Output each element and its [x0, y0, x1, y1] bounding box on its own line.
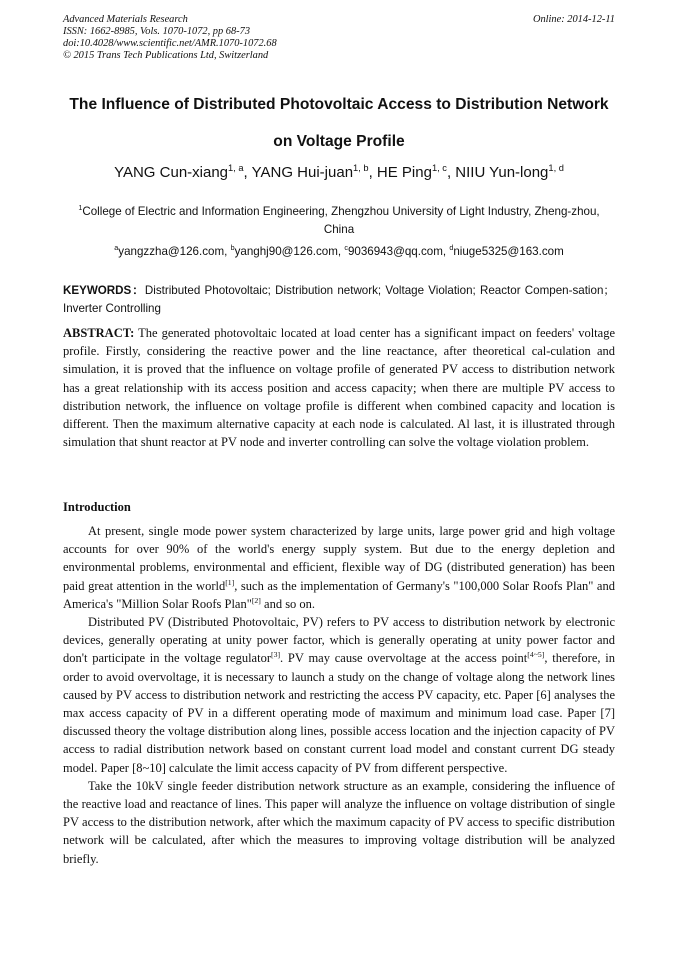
author-name: YANG Cun-xiang [114, 164, 229, 181]
author-name: YANG Hui-juan [251, 164, 354, 181]
paragraph-text: , such as the implementation of Germany's "100,000 Solar Roofs Plan" and America's "Million Solar Roofs Plan" [63, 578, 615, 611]
keywords-text: Distributed Photovoltaic; Distribution network; Voltage Violation; Reactor Compen-sation；Inverter Controlling [63, 284, 615, 315]
abstract-label: ABSTRACT: [63, 326, 135, 340]
abstract-text: The generated photovoltaic located at load center has a significant impact on feeders' voltage profile. Firstly, considering the reactive power and the line reactance, after theoretical cal-culation and simulation, it is proved that the influence on voltage profile of generated PV access to distribution network has a great relationship with its access position and access capacity; when there are multiple PV access to distribution network, the influence on voltage profile is different when combined capacity and location is different. Then the maximum alternative capacity at each node is calculated. Al last, it is illustrated through simulation that shunt reactor at PV node and inverter controlling can solve the voltage violation problem. [63, 326, 615, 450]
email-list [63, 244, 615, 260]
citation: [3] [270, 650, 281, 660]
email-mark: b [230, 243, 235, 253]
email-address[interactable]: 9036943@qq.com [347, 245, 443, 258]
citation: [2] [251, 595, 261, 605]
affiliation-mark: 1 [78, 203, 83, 213]
journal-name: Advanced Materials Research [63, 14, 188, 25]
author-affil-mark: 1, a [228, 163, 244, 173]
paragraph-text: . PV may cause overvoltage at the access point [280, 651, 528, 666]
paragraph-text: and so on. [260, 596, 316, 611]
email-separator: , [442, 245, 450, 258]
title-line-1: The Influence of Distributed Photovoltaic Access to Distribution Network [69, 96, 609, 113]
email-address[interactable]: niuge5325@163.com [453, 245, 564, 258]
paragraph-text: , therefore, in order to avoid overvoltage, it is necessary to launch a study on the change of voltage along the network lines caused by PV access to distribution network and restricting the access PV capacity, etc. Paper [6] analyses the max access capacity of PV in a different operating mode of maximum and minimum load case. Paper [7] discussed theory the voltage distribution along lines, possible access location and the injection capacity of PV access to radial distribution network based on constant current load model and constant current DG steady model. Paper [8~10] calculate the limit access capacity of PV from different perspective. [63, 651, 616, 775]
paragraph-text: Distributed PV (Distributed Photovoltaic, PV) refers to PV access to distribution network by electronic devices, generally operating at unity power factor, which is generally operating at unity power factor and don't participate in the voltage regulator [63, 615, 615, 666]
author-separator: , [368, 164, 377, 181]
author-affil-mark: 1, d [548, 163, 564, 173]
issn-line: ISSN: 1662-8985, Vols. 1070-1072, pp 68-73 [63, 26, 251, 37]
email-separator: , [224, 245, 231, 258]
title-line-2: on Voltage Profile [273, 133, 405, 150]
affiliation [63, 203, 615, 239]
author-separator: , [446, 164, 456, 181]
keywords-section [63, 282, 615, 317]
paper-title [63, 86, 615, 160]
author-affil-mark: 1, c [431, 163, 447, 173]
author-list [63, 163, 615, 183]
copyright-line: © 2015 Trans Tech Publications Ltd, Switzerland [63, 50, 269, 61]
section-heading-introduction: Introduction [63, 500, 131, 514]
online-date: Online: 2014-12-11 [532, 14, 615, 25]
affiliation-text: College of Electric and Information Engineering, Zhengzhou University of Light Industry, Zheng-zhou, China [82, 205, 600, 236]
email-mark: d [449, 243, 454, 253]
email-address[interactable]: yanghj90@126.com [234, 245, 338, 258]
citation: [1] [225, 577, 235, 587]
doi-line: doi:10.4028/www.scientific.net/AMR.1070-1072.68 [63, 38, 277, 49]
keywords-label: KEYWORDS： [63, 284, 145, 297]
abstract-section [63, 324, 615, 451]
email-address[interactable]: yangzzha@126.com [118, 245, 225, 258]
citation: [4~5] [527, 650, 545, 660]
paragraph: Take the 10kV single feeder distribution network structure as an example, considering the influence of the reactive load and reactance of lines. This paper will analyze the influence on voltage distribution of single PV access to the distribution network, after which the maximum capacity of PV access to specific distribution network will be calculated, after which the measures to improving voltage distribution will be analyzed briefly. [63, 778, 615, 866]
journal-header [63, 14, 615, 62]
paragraph [63, 522, 615, 613]
introduction-body [63, 522, 615, 868]
author-name: HE Ping [376, 164, 432, 181]
paragraph [63, 613, 615, 777]
email-mark: a [114, 243, 119, 253]
author-name: NIIU Yun-long [455, 164, 549, 181]
email-separator: , [337, 245, 345, 258]
email-mark: c [344, 243, 348, 253]
author-separator: , [243, 164, 252, 181]
author-affil-mark: 1, b [353, 163, 369, 173]
paragraph-text: At present, single mode power system characterized by large units, large power grid and high voltage accounts for over 90% of the world's energy supply system. But due to the energy depletion and environmental problems, environmental and efficient, flexible way of DG (distributed generation) has been paid great attention in the world [63, 524, 615, 593]
